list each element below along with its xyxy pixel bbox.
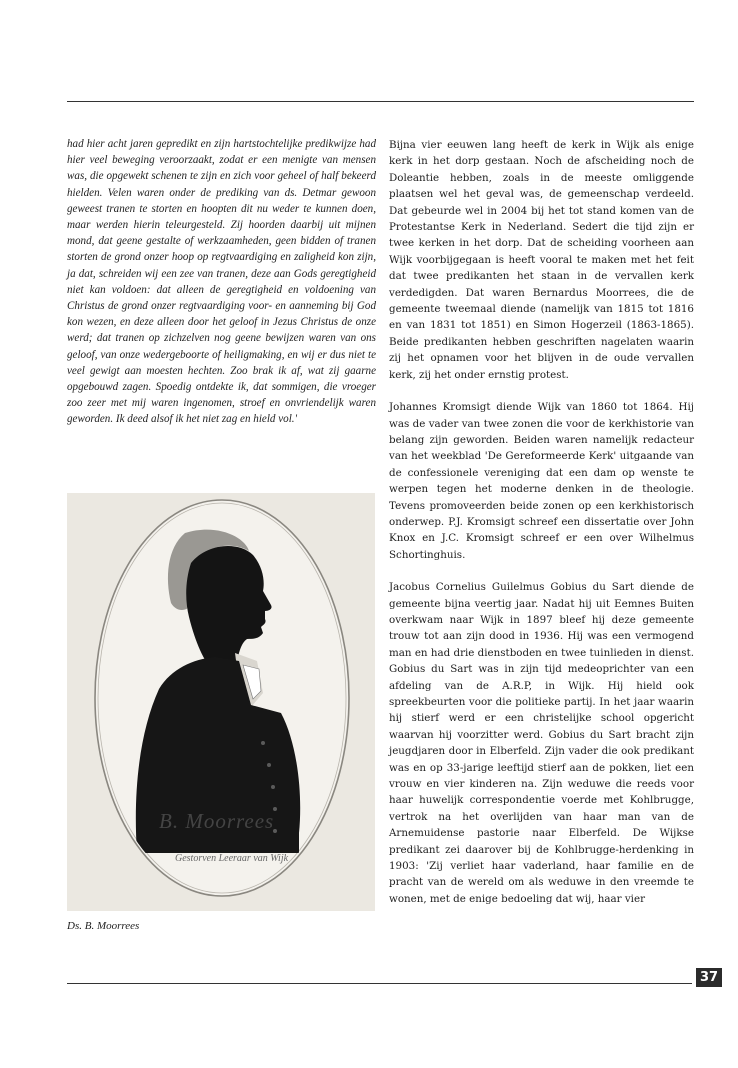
silhouette-portrait — [67, 493, 375, 911]
quote-text: had hier acht jaren gepredikt en zijn hartstochtelijke predikwijze had hier veel beweging veroorzaakt, zodat er een menigte van mensen was, die opgewekt schenen te zijn en zich voor geheel of half bekeerd hielden. Velen waren onder de prediking van ds. Detmar gewoon geweest tranen te storten en hoopten dit nu weder te kunnen doen, maar werden hierin teleurgesteld. Zij hoorden daarbij uit mijnen mond, dat geene gestalte of werkzaamheden, geen bidden of tranen storten de grond onzer hoop op regtvaardiging en zaligheid kon zijn, ja dat, schreiden wij een zee van tranen, deze aan Gods geregtigheid niet kan voldoen: dat alleen de geregtigheid en voldoening van Christus de grond onzer regtvaardiging voor- en aanneming bij God kon wezen, en deze alleen door het geloof in Jezus Christus de onze werd; dat tranen op zichzelven nog geene bewijzen waren van ons geloof, van onze wedergeboorte of heiligmaking, en wij er dus niet te veel gewigt aan moesten hechten. Zoo brak ik af, wat zij gaarne opgebouwd zagen. Spoedig ontdekte ik, dat sommigen, die vroeger zoo zeer met mij waren ingenomen, stroef en onvriendelijk waren geworden. Ik deed alsof ik het niet zag en hield vol.' — [67, 138, 376, 426]
body-column — [389, 137, 694, 923]
paragraph: Johannes Kromsigt diende Wijk van 1860 tot 1864. Hij was de vader van twee zonen die voor de kerkhistorie van belang zijn geworden. Beiden waren namelijk redacteur van het weekblad 'De Gereformeerde Kerk' uitgaande van de confessionele vereniging dat een dam op wenste te werpen tegen het moderne denken in de theologie. Tevens promoveerden beide zonen op een kerkhistorisch onderwep. P.J. Kromsigt schreef een dissertatie over John Knox en J.C. Kromsigt schreef er een over Wilhelmus Schortinghuis. — [389, 401, 694, 561]
silhouette-image — [67, 493, 375, 911]
header-rule — [67, 101, 694, 102]
portrait-inscription-sub: Gestorven Leeraar van Wijk — [175, 853, 289, 864]
portrait-inscription: B. Moorrees — [159, 809, 275, 833]
figure-caption: Ds. B. Moorrees — [67, 920, 140, 932]
quote-column — [67, 136, 376, 428]
footer-rule — [67, 983, 692, 984]
page-number: 37 — [696, 968, 722, 987]
paragraph: Bijna vier eeuwen lang heeft de kerk in Wijk als enige kerk in het dorp gestaan. Noch de afscheiding noch de Doleantie hebben, zoals in de meeste omliggende plaatsen wel het geval was, de gemeenschap verdeeld. Dat gebeurde wel in 2004 bij het tot stand komen van de Protestantse Kerk in Nederland. Sedert die tijd zijn er twee kerken in het dorp. Dat de scheiding voorheen aan Wijk voorbijgegaan is heeft vooral te maken met het feit dat twee predikanten het staan in de vervallen kerk verdedigden. Dat waren Bernardus Moorrees, die de gemeente tweemaal diende (namelijk van 1815 tot 1816 en van 1831 tot 1851) en Simon Hogerzeil (1863-1865). Beide predikanten hebben geschriften nagelaten waarin zij het opnamen voor het blijven in de oude vervallen kerk, zij het onder ernstig protest. — [389, 139, 694, 381]
paragraph: Jacobus Cornelius Guilelmus Gobius du Sart diende de gemeente bijna veertig jaar. Nadat hij uit Eemnes Buiten overkwam naar Wijk in 1897 bleef hij deze gemeente trouw tot aan zijn dood in 1936. Hij was een vermogend man en had drie dienstboden en twee tuinlieden in dienst. Gobius du Sart was in zijn tijd medeoprichter van een afdeling van de A.R.P, in Wijk. Hij hield ook spreekbeurten voor die politieke partij. In het jaar waarin hij stierf werd er een christelijke school opgericht waarvan hij voorzitter werd. Gobius du Sart bracht zijn jeugdjaren door in Elberfeld. Zijn vader die ook predikant was en op 33-jarige leeftijd stierf aan de pokken, liet een vrouw en vier kinderen na. Zijn weduwe die reeds voor haar huwelijk correspondentie voerde met Kohlbrugge, vertrok na het overlijden van haar man van de Arnemuidense pastorie naar Elberfeld. De Wijkse predikant zei daarover bij de Kohlbrugge-herdenking in 1903: 'Zij verliet haar vaderland, haar familie en de pracht van de wereld om als weduwe in den vreemde te wonen, met de enige bedoeling dat wij, haar vier — [389, 581, 694, 905]
